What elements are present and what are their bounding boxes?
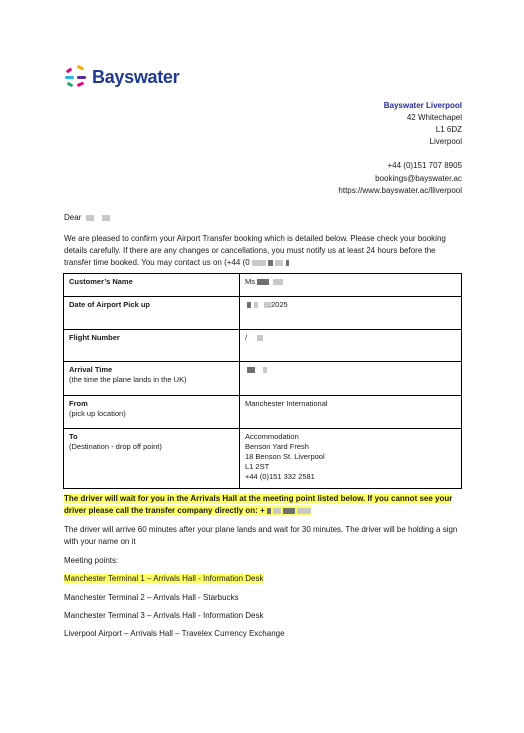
intro-paragraph — [64, 233, 464, 269]
bayswater-logo-icon — [64, 64, 88, 90]
redacted-name — [257, 279, 269, 285]
redacted-name — [86, 215, 94, 221]
redacted-date — [247, 302, 251, 308]
meeting-point-item: Manchester Terminal 3 – Arrivals Hall - Information Desk — [64, 611, 264, 620]
redacted-date — [264, 302, 271, 308]
from-value: Manchester International — [240, 396, 462, 429]
to-line-3: 18 Benson St. Liverpool — [245, 452, 325, 461]
contact-block — [338, 160, 462, 198]
table-row — [64, 396, 462, 429]
address-line-3: Liverpool — [429, 137, 462, 146]
contact-email: bookings@bayswater.ac — [375, 173, 462, 183]
booking-table — [63, 273, 462, 489]
warning-text: The driver will wait for you in the Arrivals Hall at the meeting point listed below. If you cannot see your driver please call the transfer company directly on: + — [64, 494, 453, 515]
meeting-point-item: Liverpool Airport – Arrivals Hall – Travelex Currency Exchange — [64, 629, 285, 638]
address-org: Bayswater Liverpool — [383, 101, 462, 110]
table-row — [64, 330, 462, 362]
driver-note: The driver will arrive 60 minutes after your plane lands and wait for 30 minutes. The driver will be holding a sign with your name on it — [64, 525, 458, 546]
redacted-name — [273, 279, 283, 285]
greeting-text: Dear — [64, 213, 82, 222]
redacted-phone — [268, 260, 273, 266]
driver-warning — [64, 493, 464, 517]
table-row — [64, 362, 462, 396]
date-value: 2025 — [271, 300, 288, 309]
from-label: From — [69, 399, 88, 408]
to-label: To — [69, 432, 78, 441]
to-line-5: +44 (0)151 332 2581 — [245, 472, 315, 481]
to-note: (Destination - drop off point) — [69, 442, 162, 451]
meeting-point-item — [64, 574, 263, 583]
redacted-phone — [252, 260, 266, 266]
bayswater-logo — [64, 64, 179, 90]
to-line-2: Benson Yard Fresh — [245, 442, 309, 451]
meeting-points-title: Meeting points: — [64, 556, 119, 565]
to-line-1: Accommodation — [245, 432, 299, 441]
table-row — [64, 297, 462, 330]
meeting-point-item: Manchester Terminal 2 – Arrivals Hall - Starbucks — [64, 593, 239, 602]
greeting — [64, 213, 110, 222]
intro-text: We are pleased to confirm your Airport Transfer booking which is detailed below. Please check your booking details carefully. If there are any changes or cancellations, you must notify us at least 24 hours before the transfer time booked. You may contact us on (+44 (0 — [64, 234, 446, 267]
to-line-4: L1 2ST — [245, 462, 270, 471]
redacted-time — [247, 367, 255, 373]
redacted-phone — [286, 260, 289, 266]
address-line-1: 42 Whitechapel — [406, 113, 462, 122]
redacted-date — [254, 302, 258, 308]
table-row — [64, 429, 462, 489]
redacted-flight — [257, 335, 263, 341]
flight-value: / — [245, 333, 248, 342]
contact-web: https://www.bayswater.ac/lliverpool — [338, 186, 462, 195]
sender-address — [384, 100, 462, 148]
contact-phone: +44 (0)151 707 8905 — [387, 161, 462, 170]
logo-wordmark: Bayswater — [92, 66, 180, 87]
redacted-time — [263, 367, 267, 373]
customer-label: Customer’s Name — [69, 277, 133, 286]
customer-value: Ms — [245, 277, 255, 286]
date-label: Date of Airport Pick up — [69, 300, 150, 309]
table-row — [64, 274, 462, 297]
address-line-2: L1 6DZ — [435, 125, 462, 134]
arrival-note: (the time the plane lands in the UK) — [69, 375, 187, 384]
redacted-number — [265, 506, 311, 515]
arrival-label: Arrival Time — [69, 365, 113, 374]
from-note: (pick up location) — [69, 409, 126, 418]
meeting-point-label: Manchester Terminal 1 – Arrivals Hall - Information Desk — [64, 574, 264, 583]
flight-label: Flight Number — [69, 333, 120, 342]
redacted-name — [102, 215, 110, 221]
redacted-phone — [275, 260, 283, 266]
